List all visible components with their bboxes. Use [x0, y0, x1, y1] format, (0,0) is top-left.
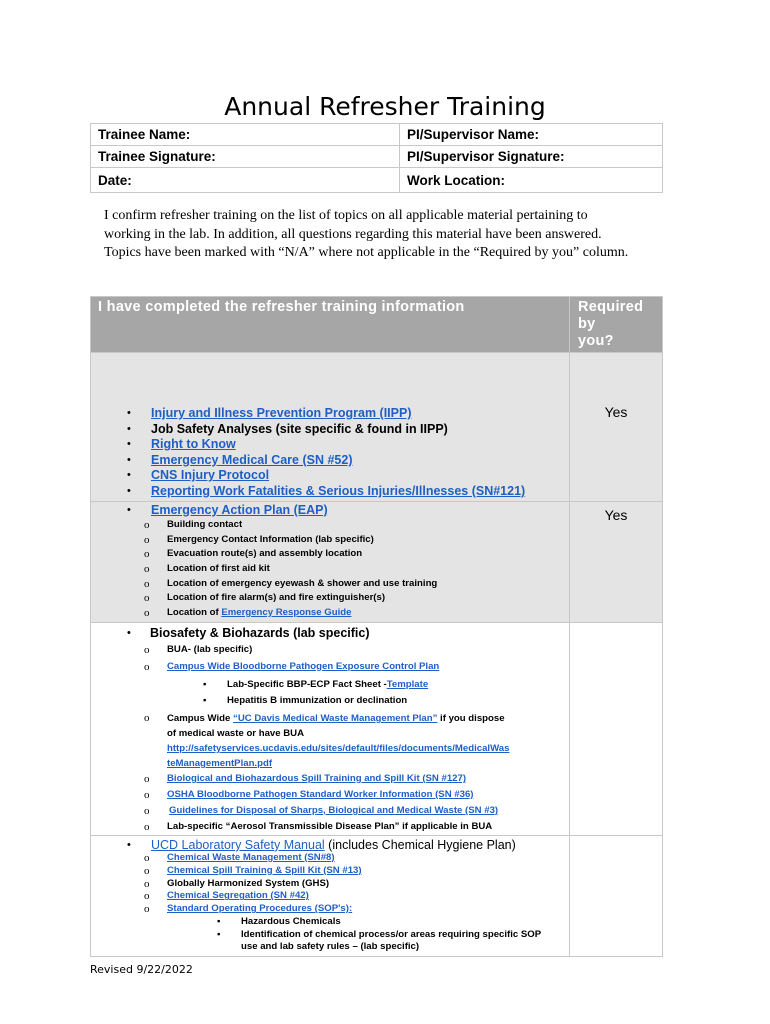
header-topics: I have completed the refresher training information [91, 297, 570, 353]
info-row [91, 146, 663, 168]
header-required-line: Required [578, 299, 644, 315]
statement-line: working in the lab. In addition, all questions regarding this material have been answered. [104, 226, 602, 242]
list-item[interactable] [91, 852, 569, 865]
identification-line: use and lab safety rules – (lab specific) [241, 941, 420, 953]
list-item [91, 677, 569, 693]
table-row-biosafety [91, 623, 663, 836]
template-link[interactable]: Template [386, 678, 429, 690]
info-row [91, 168, 663, 193]
training-table [90, 296, 663, 957]
list-item[interactable] [91, 903, 569, 916]
identification-line: ▪ Identification of chemical process/or areas requiring specific SOP [241, 928, 542, 940]
biosafety-heading: Biosafety & Biohazards (lab specific) [150, 626, 370, 641]
table-header [91, 297, 663, 353]
table-row-general [91, 353, 663, 502]
sharps-disposal-link[interactable]: Guidelines for Disposal of Sharps, Biological and Medical Waste (SN #3) [169, 804, 499, 816]
list-item: o Emergency Contact Information (lab specific) [91, 533, 569, 548]
eap-link[interactable]: Emergency Action Plan (EAP) [151, 502, 328, 517]
list-item: o Lab-specific “Aerosol Transmissible Disease Plan” if applicable in BUA [91, 819, 569, 835]
trainee-signature-field[interactable]: Trainee Signature: [91, 146, 400, 168]
required-cell-general[interactable]: Yes [570, 353, 663, 502]
iipp-link[interactable]: Injury and Illness Prevention Program (IIPP) [151, 406, 412, 420]
bbp-plan-link[interactable]: Campus Wide Bloodborne Pathogen Exposure Control Plan [167, 660, 440, 672]
chemical-waste-link[interactable]: Chemical Waste Management (SN#8) [167, 851, 335, 863]
header-required-line: you? [578, 333, 614, 349]
bio-spill-link[interactable]: Biological and Biohazardous Spill Training and Spill Kit (SN #127) [167, 772, 467, 784]
medical-waste-url-link[interactable]: http://safetyservices.ucdavis.edu/sites/default/files/documents/MedicalWas [167, 742, 510, 754]
trainee-name-field[interactable]: Trainee Name: [91, 124, 400, 146]
revision-date: Revised 9/22/2022 [90, 963, 193, 976]
date-field[interactable]: Date: [91, 168, 400, 193]
required-cell-lab-safety[interactable] [570, 835, 663, 956]
osha-bbp-link[interactable]: OSHA Bloodborne Pathogen Standard Worker Information (SN #36) [167, 788, 474, 800]
list-item: o Location of first aid kit [91, 562, 569, 577]
chemical-spill-link[interactable]: Chemical Spill Training & Spill Kit (SN #13) [167, 864, 362, 876]
jsa-text: Job Safety Analyses (site specific & found in IIPP) [151, 421, 448, 436]
reporting-fatalities-link[interactable]: Reporting Work Fatalities & Serious Injuries/Illnesses (SN#121) [151, 483, 526, 498]
list-item[interactable] [91, 658, 569, 676]
biosafety-topics-cell [91, 623, 570, 836]
list-item[interactable] [91, 890, 569, 903]
list-item [105, 929, 569, 955]
list-item: o BUA- (lab specific) [91, 642, 569, 658]
list-item[interactable] [91, 503, 569, 519]
header-required [570, 297, 663, 353]
list-item[interactable] [91, 771, 569, 787]
list-item [91, 422, 569, 438]
confirmation-statement [104, 207, 704, 263]
lab-safety-topics-cell [91, 835, 570, 956]
statement-line: I confirm refresher training on the list of topics on all applicable material pertaining to [104, 208, 588, 223]
eap-topics-cell [91, 501, 570, 623]
list-item: o Globally Harmonized System (GHS) [91, 878, 569, 891]
list-item [91, 711, 569, 771]
table-row-eap [91, 501, 663, 623]
emergency-medical-care-link[interactable]: Emergency Medical Care (SN #52) [151, 452, 353, 467]
list-item [91, 626, 569, 642]
location-prefix: Location of [167, 606, 222, 618]
mwmp-prefix: Campus Wide [167, 712, 234, 724]
required-cell-biosafety[interactable] [570, 623, 663, 836]
page-title: Annual Refresher Training [224, 92, 546, 121]
cns-injury-link[interactable]: CNS Injury Protocol [151, 468, 270, 483]
bbp-fact-text: Lab-Specific BBP-ECP Fact Sheet - [227, 678, 387, 690]
emergency-response-guide-link[interactable]: Emergency Response Guide [221, 606, 352, 618]
list-item: o Evacuation route(s) and assembly location [91, 547, 569, 562]
list-item[interactable] [91, 406, 569, 422]
list-item: o Location of emergency eyewash & shower and use training [91, 577, 569, 592]
list-item: ▪ Hazardous Chemicals [105, 916, 569, 929]
lab-safety-manual-suffix: (includes Chemical Hygiene Plan) [324, 837, 516, 852]
list-item[interactable] [91, 437, 569, 453]
list-item: o Location of fire alarm(s) and fire extinguisher(s) [91, 591, 569, 606]
header-required-line: by [578, 316, 596, 332]
list-item[interactable] [91, 865, 569, 878]
list-item[interactable] [91, 484, 569, 500]
pi-signature-field[interactable]: PI/Supervisor Signature: [400, 146, 663, 168]
required-cell-eap[interactable]: Yes [570, 501, 663, 623]
medical-waste-plan-link[interactable]: “UC Davis Medical Waste Management Plan” [233, 712, 438, 724]
list-item[interactable] [91, 837, 569, 853]
mwmp-line2: of medical waste or have BUA [167, 727, 305, 739]
list-item: ▪ Hepatitis B immunization or declination [91, 693, 569, 709]
sop-link[interactable]: Standard Operating Procedures (SOP's): [167, 903, 353, 915]
right-to-know-link[interactable]: Right to Know [151, 437, 236, 452]
list-item[interactable] [91, 787, 569, 803]
list-item[interactable] [91, 468, 569, 484]
medical-waste-url-link[interactable]: teManagementPlan.pdf [167, 757, 273, 769]
list-item[interactable] [91, 803, 569, 819]
chemical-segregation-link[interactable]: Chemical Segregation (SN #42) [167, 890, 309, 902]
table-row-lab-safety [91, 835, 663, 956]
lab-safety-manual-link[interactable]: UCD Laboratory Safety Manual [151, 837, 325, 852]
statement-line: Topics have been marked with “N/A” where not applicable in the “Required by you” column. [104, 245, 629, 260]
info-table [90, 123, 663, 193]
mwmp-suffix: if you dispose [437, 712, 505, 724]
list-item [91, 606, 569, 621]
general-topics-cell [91, 353, 570, 502]
pi-name-field[interactable]: PI/Supervisor Name: [400, 124, 663, 146]
work-location-field[interactable]: Work Location: [400, 168, 663, 193]
info-row [91, 124, 663, 146]
list-item[interactable] [91, 453, 569, 469]
list-item: o Building contact [91, 518, 569, 533]
